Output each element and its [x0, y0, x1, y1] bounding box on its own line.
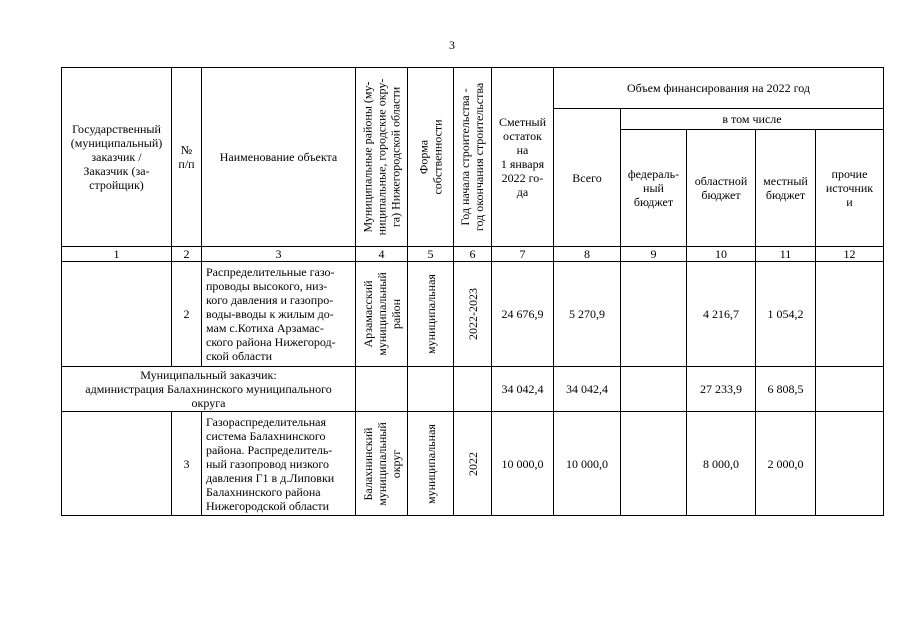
- balakhna-ownership: [407, 411, 454, 516]
- col-number-10: 10: [686, 246, 756, 262]
- header-number: № п/п: [171, 67, 202, 247]
- header-including: в том числе: [620, 108, 884, 130]
- balakhna-district: [355, 411, 408, 516]
- col-number-2: 2: [171, 246, 202, 262]
- header-ownership-line-1: Форма: [416, 139, 431, 175]
- balakhna-district-line-1: Балахнинский: [360, 427, 375, 500]
- balakhna-customer-district: [355, 366, 408, 412]
- arzamas-district-line-2: муниципальный: [374, 272, 389, 356]
- balakhna-customer-total: 34 042,4: [553, 366, 621, 412]
- header-years-line-1: Год начала строительства -: [458, 88, 473, 226]
- balakhna-years-text: 2022: [465, 451, 480, 476]
- arzamas-balance: 24 676,9: [491, 261, 554, 367]
- balakhna-customer-balance: 34 042,4: [491, 366, 554, 412]
- balakhna-customer-federal: [620, 366, 687, 412]
- header-districts-text: [361, 79, 403, 236]
- header-object-name: Наименование объекта: [201, 67, 356, 247]
- header-balance: Сметный остаток на 1 января 2022 го- да: [491, 67, 554, 247]
- header-funding: Объем финансирования на 2022 год: [553, 67, 884, 109]
- balakhna-customer-regional: 27 233,9: [686, 366, 756, 412]
- arzamas-local: 1 054,2: [755, 261, 816, 367]
- arzamas-district-line-3: район: [388, 298, 403, 330]
- col-number-9: 9: [620, 246, 687, 262]
- balakhna-customer-local: 6 808,5: [755, 366, 816, 412]
- balakhna-district-line-3: округ: [388, 449, 403, 478]
- col-number-3: 3: [201, 246, 356, 262]
- arzamas-district-line-1: Арзамасский: [360, 280, 375, 348]
- header-other: прочие источник и: [815, 129, 884, 247]
- col-number-12: 12: [815, 246, 884, 262]
- arzamas-district: [355, 261, 408, 367]
- balakhna-district-line-2: муниципальный: [374, 421, 389, 506]
- arzamas-customer-cell: [61, 261, 172, 367]
- balakhna-object-name: Газораспределительная система Балахнинского района. Распределитель- ный газопровод низкого давления Г1 в д.Липовки Балахнинского района Нижегородской области: [201, 411, 356, 516]
- balakhna-other: [815, 411, 884, 516]
- arzamas-regional: 4 216,7: [686, 261, 756, 367]
- balakhna-ownership-text: муниципальная: [423, 423, 438, 504]
- header-districts-line-3: га) Нижегородской области: [388, 86, 403, 228]
- arzamas-number: 2: [171, 261, 202, 367]
- col-number-8: 8: [553, 246, 621, 262]
- arzamas-total: 5 270,9: [553, 261, 621, 367]
- balakhna-customer-ownership: [407, 366, 454, 412]
- balakhna-years: [453, 411, 492, 516]
- balakhna-customer-years: [453, 366, 492, 412]
- balakhna-district-text: [361, 422, 403, 506]
- header-ownership-line-2: собственности: [430, 119, 445, 195]
- header-federal: федераль- ный бюджет: [620, 129, 687, 247]
- header-ownership-text: [417, 119, 445, 194]
- arzamas-federal: [620, 261, 687, 367]
- balakhna-total: 10 000,0: [553, 411, 621, 516]
- arzamas-object-name: Распределительные газо- проводы высокого, низ- кого давления и газопро- воды-вводы к жилым до- мам с.Котиха Арзамас- ского района Нижегород- ской области: [201, 261, 356, 367]
- header-regional: областной бюджет: [686, 129, 756, 247]
- arzamas-ownership: [407, 261, 454, 367]
- balakhna-federal: [620, 411, 687, 516]
- header-years: [453, 67, 492, 247]
- arzamas-years: [453, 261, 492, 367]
- header-ownership: [407, 67, 454, 247]
- arzamas-years-text: 2022-2023: [465, 288, 480, 340]
- col-number-11: 11: [755, 246, 816, 262]
- page-number: 3: [449, 38, 455, 52]
- header-total: Всего: [553, 108, 621, 247]
- header-years-line-2: год окончания строительства: [472, 82, 487, 232]
- col-number-1: 1: [61, 246, 172, 262]
- col-number-6: 6: [453, 246, 492, 262]
- col-number-7: 7: [491, 246, 554, 262]
- balakhna-customer-cell: [61, 411, 172, 516]
- balakhna-customer-label: Муниципальный заказчик: администрация Балахнинского муниципального округа: [61, 366, 356, 412]
- header-local: местный бюджет: [755, 129, 816, 247]
- balakhna-regional: 8 000,0: [686, 411, 756, 516]
- header-districts: [355, 67, 408, 247]
- col-number-5: 5: [407, 246, 454, 262]
- arzamas-other: [815, 261, 884, 367]
- arzamas-ownership-text: муниципальная: [423, 274, 438, 354]
- header-districts-line-1: Муниципальные районы (му-: [360, 81, 375, 233]
- arzamas-district-text: [361, 272, 403, 356]
- header-districts-line-2: ниципальные, городские окру-: [374, 78, 389, 236]
- balakhna-number: 3: [171, 411, 202, 516]
- header-customer: Государственный (муниципальный) заказчик / Заказчик (за- стройщик): [61, 67, 172, 247]
- balakhna-local: 2 000,0: [755, 411, 816, 516]
- balakhna-customer-other: [815, 366, 884, 412]
- header-years-text: [459, 83, 487, 231]
- balakhna-balance: 10 000,0: [491, 411, 554, 516]
- col-number-4: 4: [355, 246, 408, 262]
